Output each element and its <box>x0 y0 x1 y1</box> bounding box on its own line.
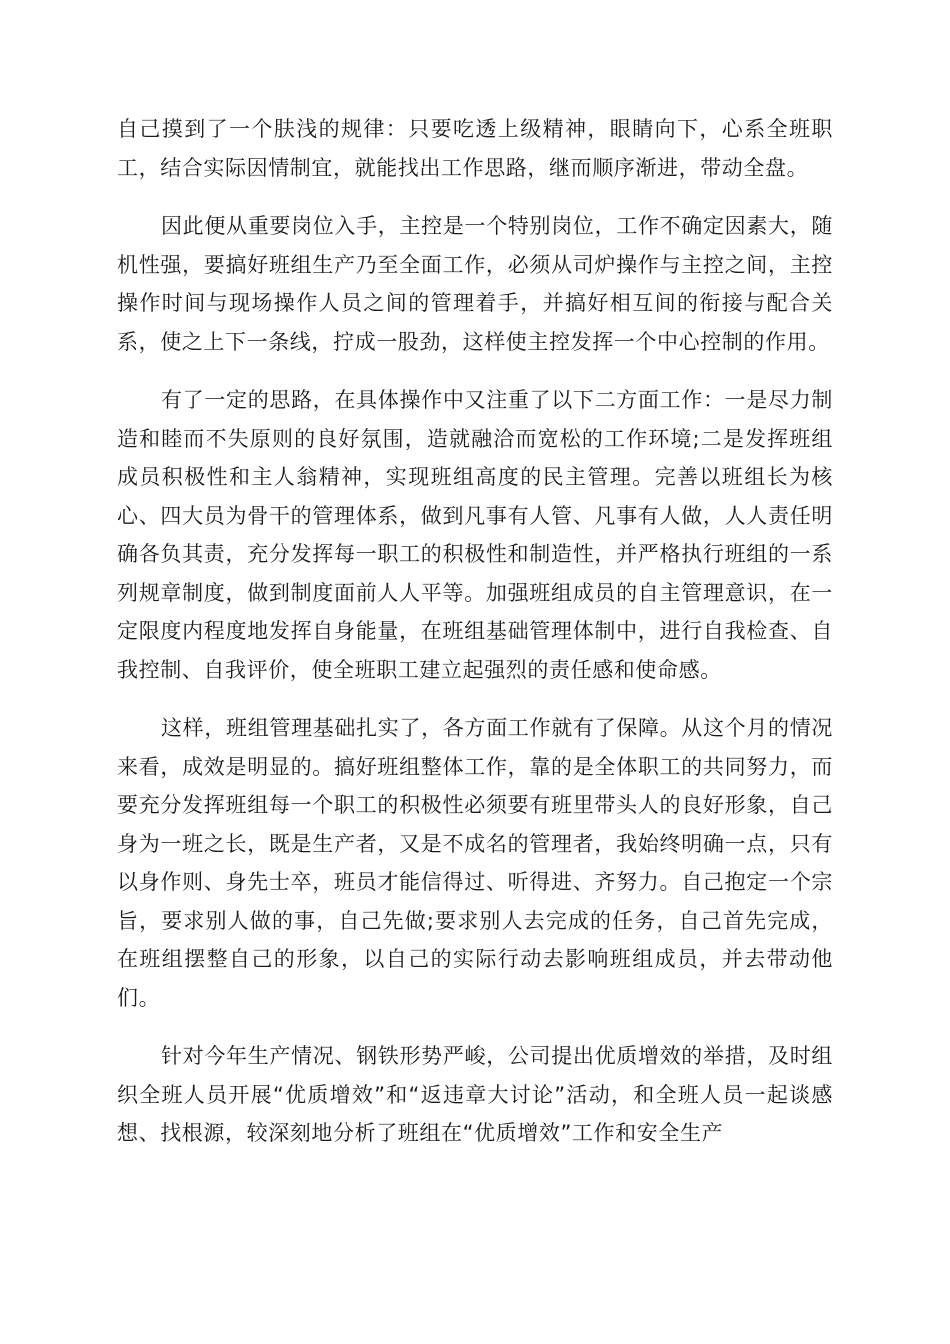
paragraph-4: 这样，班组管理基础扎实了，各方面工作就有了保障。从这个月的情况来看，成效是明显的。搞好班组整体工作，靠的是全体职工的共同努力，而要充分发挥班组每一个职工的积极性必须要有班里带头人的良好形象，自己身为一班之长，既是生产者，又是不成名的管理者，我始终明确一点，只有以身作则、身先士卒，班员才能信得过、听得进、齐努力。自己抱定一个宗旨，要求别人做的事，自己先做;要求别人去完成的任务，自己首先完成，在班组摆整自己的形象，以自己的实际行动去影响班组成员，并去带动他们。 <box>117 716 833 1010</box>
paragraph-2: 因此便从重要岗位入手，主控是一个特别岗位，工作不确定因素大，随机性强，要搞好班组生产乃至全面工作，必须从司炉操作与主控之间，主控操作时间与现场操作人员之间的管理着手，并搞好相互间的衔接与配合关系，使之上下一条线，拧成一股劲，这样使主控发挥一个中心控制的作用。 <box>117 214 833 354</box>
paragraph-1: 自己摸到了一个肤浅的规律：只要吃透上级精神，眼睛向下，心系全班职工，结合实际因情制宜，就能找出工作思路，继而顺序渐进，带动全盘。 <box>117 117 833 180</box>
paragraph-3: 有了一定的思路，在具体操作中又注重了以下二方面工作：一是尽力制造和睦而不失原则的良好氛围，造就融洽而宽松的工作环境;二是发挥班组成员积极性和主人翁精神，实现班组高度的民主管理。完善以班组长为核心、四大员为骨干的管理体系，做到凡事有人管、凡事有人做，人人责任明确各负其责，充分发挥每一职工的积极性和制造性，并严格执行班组的一系列规章制度，做到制度面前人人平等。加强班组成员的自主管理意识，在一定限度内程度地发挥自身能量，在班组基础管理体制中，进行自我检查、自我控制、自我评价，使全班职工建立起强烈的责任感和使命感。 <box>117 388 833 682</box>
paragraph-5: 针对今年生产情况、钢铁形势严峻，公司提出优质增效的举措，及时组织全班人员开展“优质增效”和“返违章大讨论”活动，和全班人员一起谈感想、找根源，较深刻地分析了班组在“优质增效”工作和安全生产 <box>117 1044 833 1145</box>
document-body <box>117 110 833 1173</box>
